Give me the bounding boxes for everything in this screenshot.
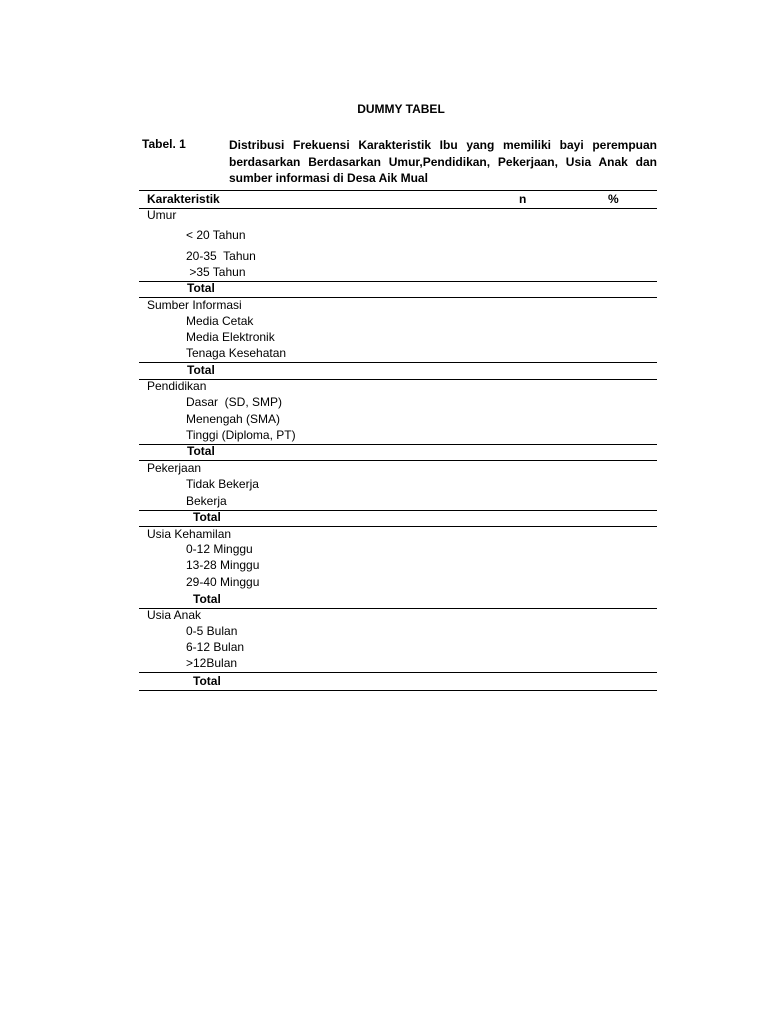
- group-label: Usia Kehamilan: [147, 527, 232, 541]
- list-item: Bekerja: [186, 494, 227, 508]
- list-item: Tenaga Kesehatan: [186, 346, 287, 360]
- list-item: Tinggi (Diploma, PT): [186, 428, 296, 442]
- list-item: >35 Tahun: [186, 265, 246, 279]
- row-rule: [139, 379, 657, 380]
- group-total: Total: [193, 592, 221, 606]
- list-item: 0-12 Minggu: [186, 542, 253, 556]
- table-caption-text: Distribusi Frekuensi Karakteristik Ibu yang memiliki bayi perempuan berdasarkan Berdasarkan Umur,Pendidikan, Pekerjaan, Usia Anak dan sumber informasi di Desa Aik Mual: [229, 138, 657, 185]
- list-item: Menengah (SMA): [186, 412, 281, 426]
- group-total: Total: [187, 281, 215, 295]
- list-item: 0-5 Bulan: [186, 624, 238, 638]
- list-item: 20-35 Tahun: [186, 249, 256, 263]
- group-total: Total: [187, 444, 215, 458]
- group-total: Total: [187, 363, 215, 377]
- document-title: DUMMY TABEL: [357, 102, 445, 116]
- row-rule: [139, 362, 657, 363]
- group-label: Sumber Informasi: [147, 298, 242, 312]
- list-item: 29-40 Minggu: [186, 575, 260, 589]
- list-item: 13-28 Minggu: [186, 558, 260, 572]
- row-rule: [139, 281, 657, 282]
- row-rule: [139, 444, 657, 445]
- group-label: Pendidikan: [147, 379, 207, 393]
- list-item: Media Elektronik: [186, 330, 275, 344]
- header-percent: %: [608, 192, 619, 206]
- header-bottom-rule: [139, 208, 657, 209]
- table-top-rule: [139, 190, 657, 191]
- row-rule: [139, 460, 657, 461]
- group-label: Umur: [147, 208, 177, 222]
- list-item: Tidak Bekerja: [186, 477, 259, 491]
- header-karakteristik: Karakteristik: [147, 192, 220, 206]
- row-rule: [139, 608, 657, 609]
- row-rule: [139, 672, 657, 673]
- group-total: Total: [193, 674, 221, 688]
- list-item: 6-12 Bulan: [186, 640, 245, 654]
- group-label: Usia Anak: [147, 608, 202, 622]
- table-bottom-rule: [139, 690, 657, 691]
- list-item: Dasar (SD, SMP): [186, 395, 283, 409]
- list-item: Media Cetak: [186, 314, 254, 328]
- group-total: Total: [193, 510, 221, 524]
- list-item: >12Bulan: [186, 656, 238, 670]
- group-label: Pekerjaan: [147, 461, 202, 475]
- table-caption-label: Tabel. 1: [142, 137, 186, 151]
- list-item: < 20 Tahun: [186, 228, 246, 242]
- header-n: n: [519, 192, 527, 206]
